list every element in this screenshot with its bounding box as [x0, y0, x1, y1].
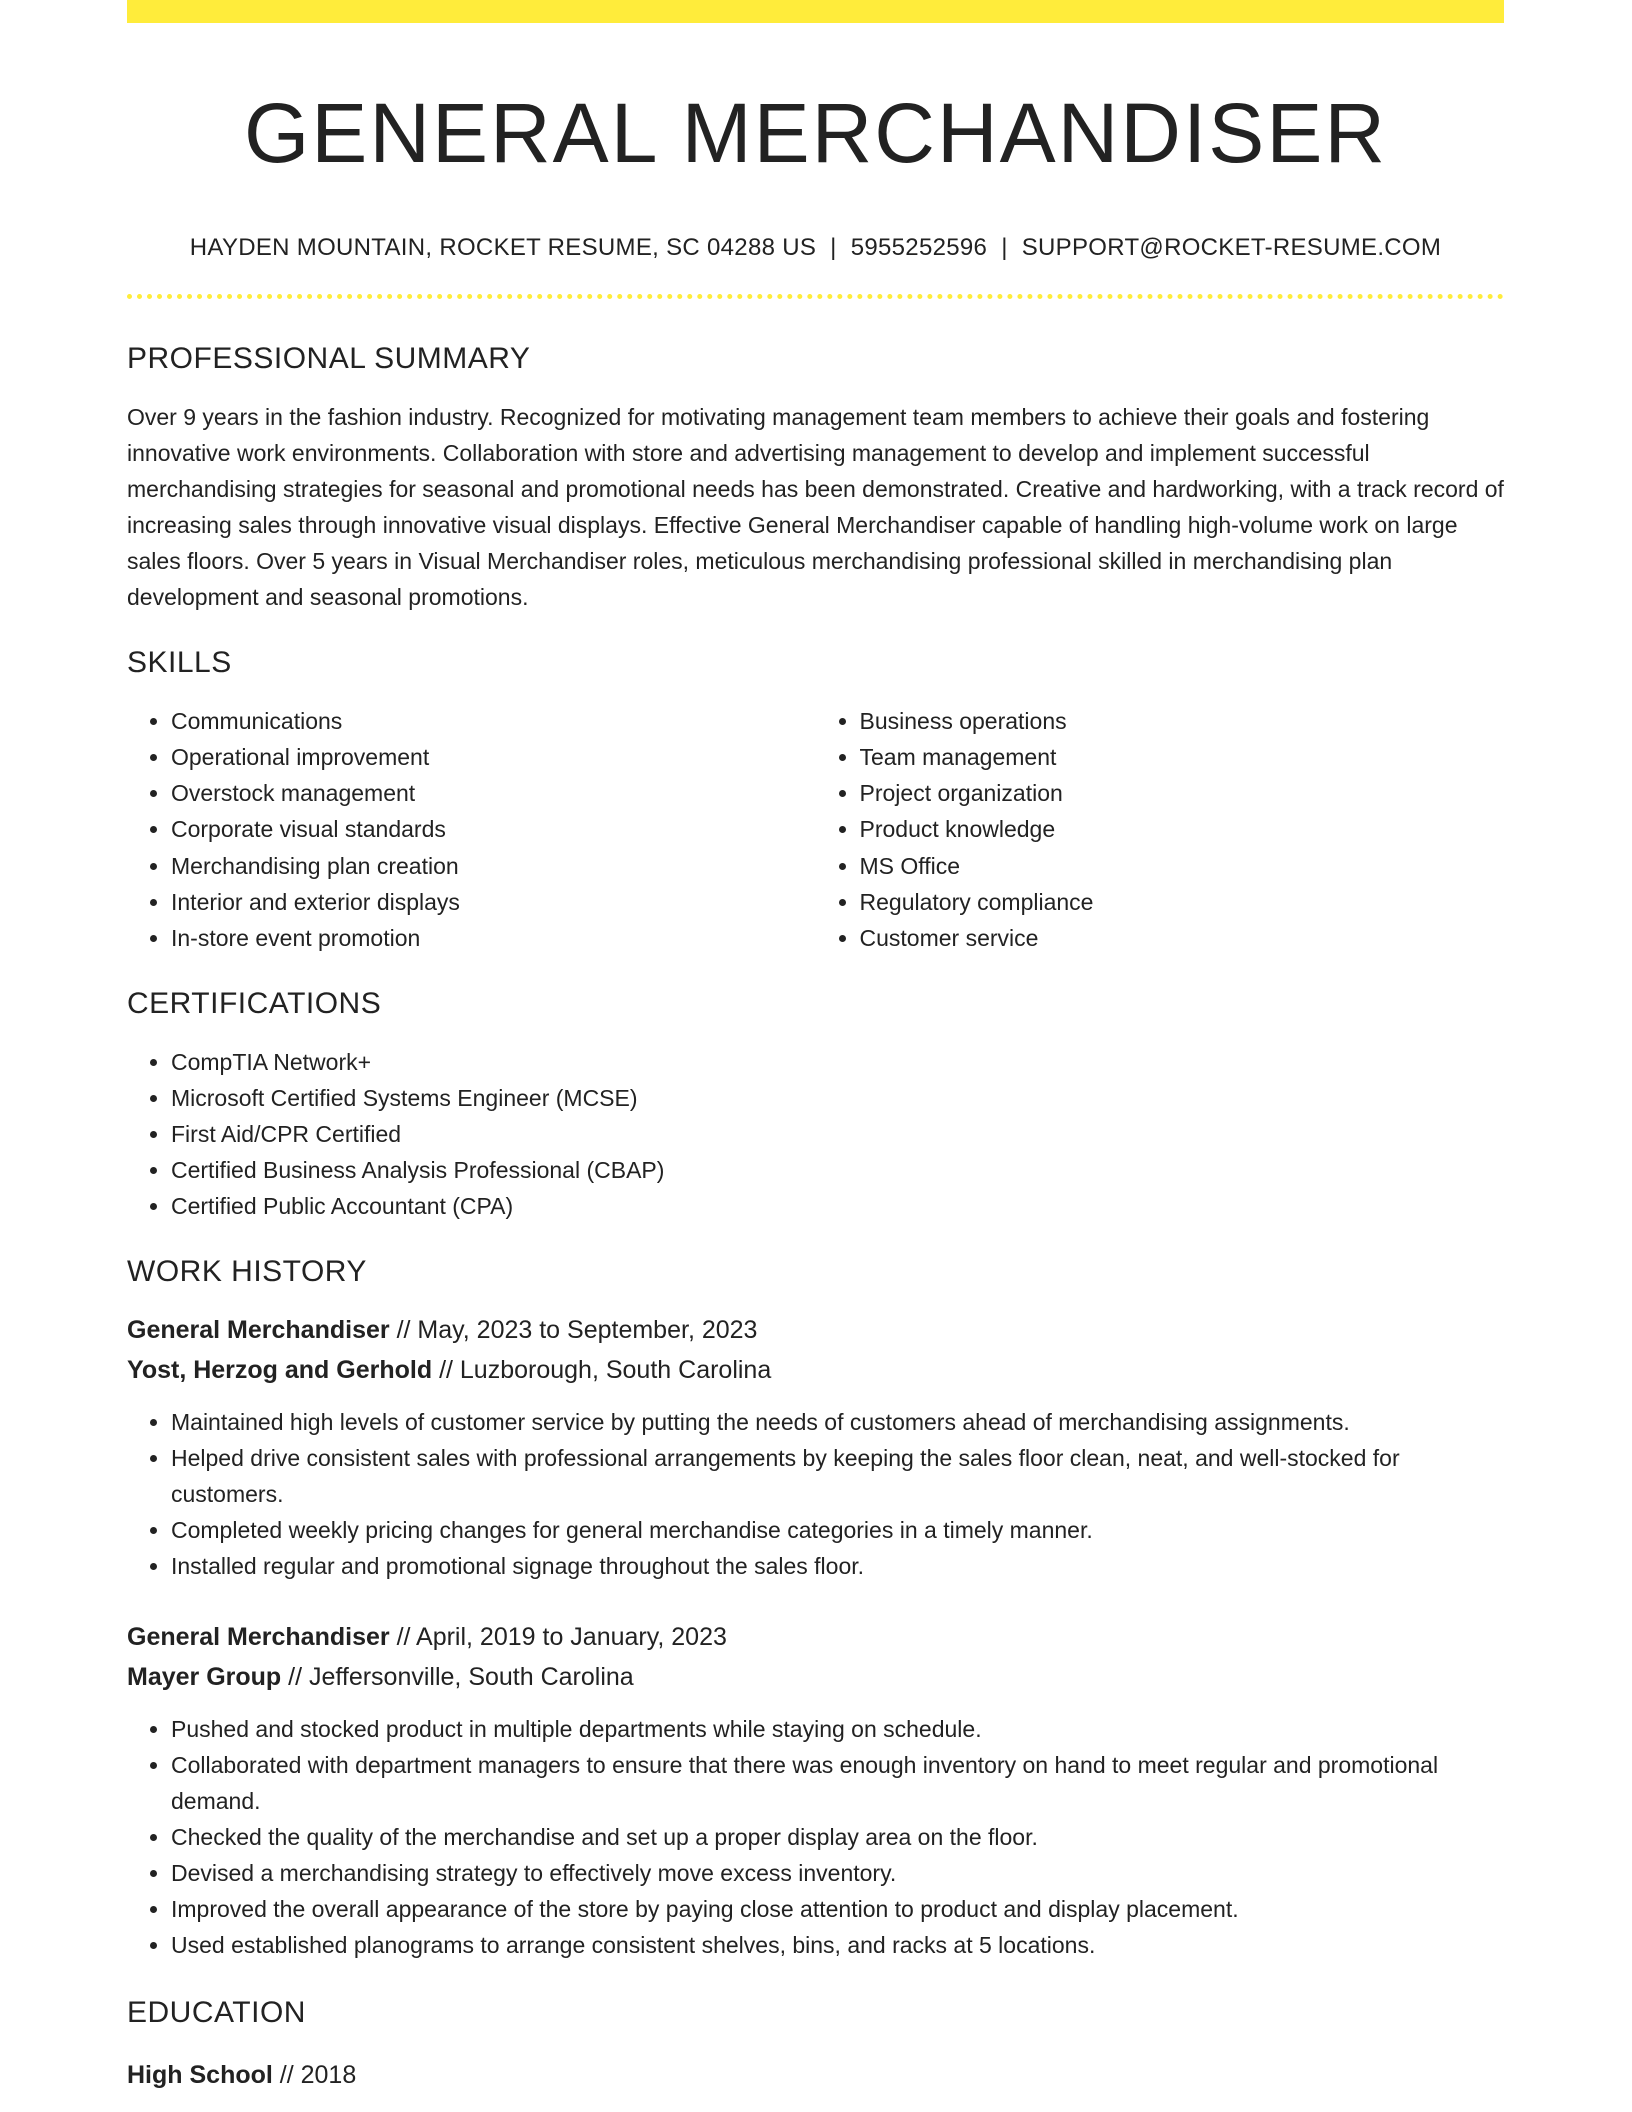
job-bullet: • Used established planograms to arrange consistent shelves, bins, and racks at 5 locations.	[171, 1927, 1504, 1963]
job-bullet: • Collaborated with department managers to ensure that there was enough inventory on hand to meet regular and promotional demand.	[171, 1747, 1504, 1819]
job-company-line	[127, 1350, 1504, 1390]
job-bullet: • Installed regular and promotional signage throughout the sales floor.	[171, 1548, 1504, 1584]
skill-item: • Overstock management	[171, 775, 816, 811]
skill-item: • Operational improvement	[171, 739, 816, 775]
job-bullet: • Helped drive consistent sales with professional arrangements by keeping the sales floor clean, neat, and well-stocked for customers.	[171, 1440, 1504, 1512]
summary-text: Over 9 years in the fashion industry. Recognized for motivating management team members to achieve their goals and fostering innovative work environments. Collaboration with store and advertising management to develop and implement successful merchandising strategies for seasonal and promotional needs has been demonstrated. Creative and hardworking, with a track record of increasing sales through innovative visual displays. Effective General Merchandiser capable of handling high-volume work on large sales floors. Over 5 years in Visual Merchandiser roles, meticulous merchandising professional skilled in merchandising plan development and seasonal promotions.	[127, 403, 1504, 610]
job-title-line	[127, 1617, 1504, 1657]
job-bullet-list	[127, 1711, 1504, 1963]
education-year: // 2018	[272, 2061, 357, 2090]
accent-top-bar	[127, 0, 1504, 23]
job-role: General Merchandiser	[127, 1623, 390, 1652]
job-company: Mayer Group	[127, 1663, 282, 1692]
job-bullet: • Devised a merchandising strategy to effectively move excess inventory.	[171, 1855, 1504, 1891]
education-school: High School	[127, 2061, 273, 2090]
skill-item: • Merchandising plan creation	[171, 848, 816, 884]
resume-name-heading: GENERAL MERCHANDISER	[243, 86, 1388, 180]
skills-grid	[127, 703, 1504, 956]
skills-section-title: SKILLS	[127, 645, 232, 679]
skills-list-right	[816, 703, 1505, 956]
summary-section-title: PROFESSIONAL SUMMARY	[127, 341, 531, 375]
certification-item: • First Aid/CPR Certified	[171, 1116, 1504, 1152]
certifications-list	[127, 1044, 1504, 1224]
skill-item: • In-store event promotion	[171, 920, 816, 956]
certification-item: • CompTIA Network+	[171, 1044, 1504, 1080]
education-section-title: EDUCATION	[127, 1996, 306, 2030]
job-bullet: • Improved the overall appearance of the store by paying close attention to product and display placement.	[171, 1891, 1504, 1927]
skill-item: • Product knowledge	[860, 811, 1505, 847]
job-dates: // May, 2023 to September, 2023	[389, 1316, 758, 1345]
contact-phone: 5955252596	[850, 233, 988, 261]
skill-item: • Business operations	[860, 703, 1505, 739]
contact-email: SUPPORT@ROCKET-RESUME.COM	[1021, 233, 1442, 261]
job-location: // Jeffersonville, South Carolina	[281, 1663, 634, 1692]
work-history-section-title: WORK HISTORY	[127, 1255, 367, 1289]
job-company-line	[127, 1657, 1504, 1697]
skill-item: • Regulatory compliance	[860, 884, 1505, 920]
education-entry	[127, 2055, 1504, 2095]
resume-page	[127, 0, 1504, 2095]
skills-list-left	[127, 703, 816, 956]
contact-line	[127, 232, 1504, 264]
skill-item: • MS Office	[860, 848, 1505, 884]
contact-address: HAYDEN MOUNTAIN, ROCKET RESUME, SC 04288 US	[189, 233, 817, 261]
job-bullet: • Completed weekly pricing changes for general merchandise categories in a timely manner.	[171, 1512, 1504, 1548]
skill-item: • Interior and exterior displays	[171, 884, 816, 920]
skill-item: • Communications	[171, 703, 816, 739]
certifications-section-title: CERTIFICATIONS	[127, 987, 382, 1021]
job-company: Yost, Herzog and Gerhold	[127, 1356, 433, 1385]
contact-separator: |	[1001, 233, 1008, 261]
dotted-divider	[127, 294, 1504, 299]
skill-item: • Customer service	[860, 920, 1505, 956]
job-bullet: • Maintained high levels of customer service by putting the needs of customers ahead of merchandising assignments.	[171, 1404, 1504, 1440]
job-bullet: • Pushed and stocked product in multiple departments while staying on schedule.	[171, 1711, 1504, 1747]
certification-item: • Microsoft Certified Systems Engineer (MCSE)	[171, 1080, 1504, 1116]
job-title-line	[127, 1310, 1504, 1350]
job-location: // Luzborough, South Carolina	[432, 1356, 772, 1385]
contact-separator: |	[830, 233, 837, 261]
job-dates: // April, 2019 to January, 2023	[389, 1623, 727, 1652]
skill-item: • Corporate visual standards	[171, 811, 816, 847]
job-bullet-list	[127, 1404, 1504, 1584]
skill-item: • Team management	[860, 739, 1505, 775]
job-role: General Merchandiser	[127, 1316, 390, 1345]
certification-item: • Certified Public Accountant (CPA)	[171, 1188, 1504, 1224]
job-bullet: • Checked the quality of the merchandise and set up a proper display area on the floor.	[171, 1819, 1504, 1855]
skill-item: • Project organization	[860, 775, 1505, 811]
certification-item: • Certified Business Analysis Professional (CBAP)	[171, 1152, 1504, 1188]
